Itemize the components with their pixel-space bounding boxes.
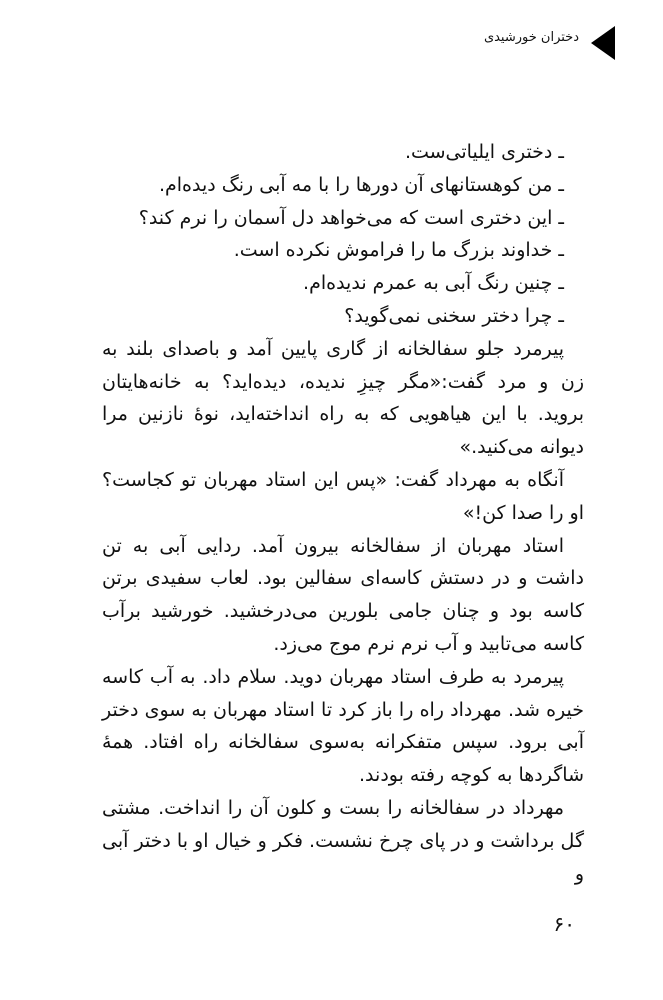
body-text bbox=[102, 136, 584, 890]
running-header: دختران خورشیدی bbox=[483, 30, 579, 45]
paragraph: پیرمرد جلو سفالخانه از گاری پایین آمد و باصدای بلند به زن و مرد گفت:«مگر چیزِ ندیده، دیده‌اید؟ به خانه‌هایتان بروید. با این هیاهویی که به راه انداخته‌اید، نوهٔ نازنین مرا دیوانه می‌کنید.» bbox=[102, 337, 584, 459]
dialogue-line: ـ چنین رنگ آبی به عمرم ندیده‌ام. bbox=[303, 272, 564, 295]
paragraph: پیرمرد به طرف استاد مهربان دوید. سلام داد. به آب کاسه خیره شد. مهرداد راه را باز کرد تا استاد مهربان به سوی دختر آبی برود. سپس متفکرانه به‌سوی سفالخانه راه افتاد. همهٔ شاگردها به کوچه رفته بودند. bbox=[102, 665, 584, 787]
dialogue-line: ـ دختری ایلیاتی‌ست. bbox=[404, 141, 564, 163]
dialogue-line: ـ چرا دختر سخنی نمی‌گوید؟ bbox=[344, 304, 564, 327]
header-marker-icon bbox=[591, 26, 615, 60]
paragraph: مهرداد در سفالخانه را بست و کلون آن را انداخت. مشتی گل برداشت و در پای چرخ نشست. فکر و خیال او با دختر آبی و bbox=[102, 796, 584, 885]
dialogue-line: ـ این دختری است که می‌خواهد دل آسمان را نرم کند؟ bbox=[138, 206, 564, 229]
dialogue-line: ـ خداوند بزرگ ما را فراموش نکرده است. bbox=[233, 239, 564, 262]
dialogue-line: ـ من کوهستانهای آن دورها را با مه آبی رنگ دیده‌ام. bbox=[158, 173, 564, 196]
paragraph: آنگاه به مهرداد گفت: «پس این استاد مهربان تو کجاست؟ او را صدا کن!» bbox=[102, 468, 584, 524]
page-number: ۶۰ bbox=[553, 912, 575, 936]
paragraph: استاد مهربان از سفالخانه بیرون آمد. ردایی آبی به تن داشت و در دستش کاسه‌ای سفالین بود. لعاب سفیدی برتن کاسه بود و چنان جامی بلورین می‌درخشید. خورشید برآب کاسه می‌تابید و آب نرم نرم موج می‌زد. bbox=[102, 534, 584, 655]
